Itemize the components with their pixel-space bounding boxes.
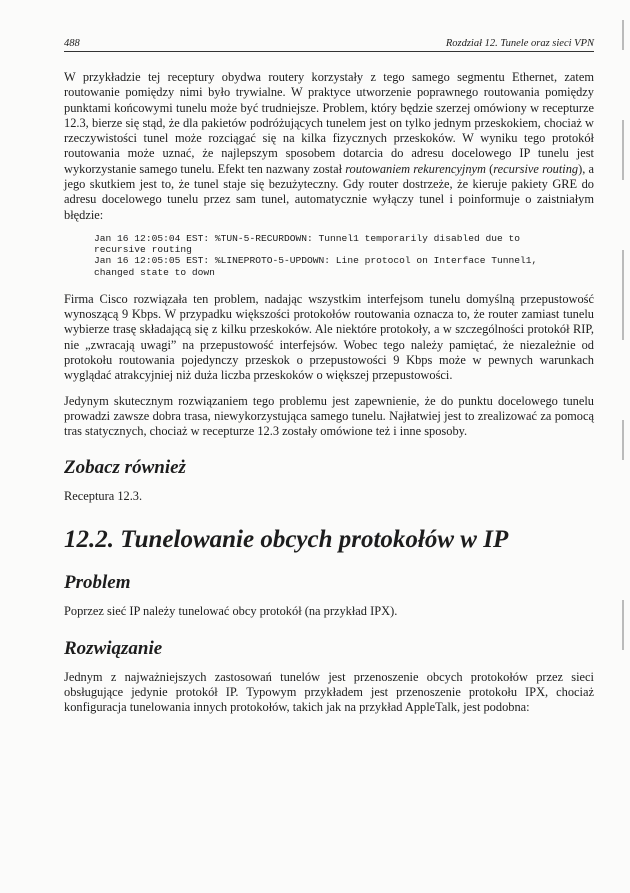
problem-text: Poprzez sieć IP należy tunelować obcy protokół (na przykład IPX). bbox=[64, 604, 398, 619]
paragraph-static-routes: Jedynym skutecznym rozwiązaniem tego problemu jest zapewnienie, że do punktu docelowego tunelu prowadzi zawsze dobra trasa, niewykorzystująca samego tunelu. Najłatwiej jest to zrealizować za pomocą tras statycznych, chociaż w recepturze 12.3 zostały omówione też i inne sposoby. bbox=[64, 393, 594, 439]
paragraph-recursive-routing bbox=[64, 70, 594, 223]
section-title: 12.2. Tunelowanie obcych protokołów w IP bbox=[64, 526, 509, 554]
paragraph-cisco-bandwidth: Firma Cisco rozwiązała ten problem, nadając wszystkim interfejsom tunelu domyślną przepustowość wynoszącą 9 Kbps. W przypadku większości protokołów routowania oznacza to, że router zamiast tunelu wybierze trasę składającą się z kilku przeskoków. Ale niektóre protokoły, a w szczególności protokół RIP, nie „zwracają uwagi” na przepustowość interfejsów. Wobec tego należy pamiętać, że niezależnie od protokołu routowania pojedynczy przeskok o przepustowości 9 Kbps może w pewnych warunkach wyglądać atrakcyjniej niż duża liczba przeskoków o większej przepustowości. bbox=[64, 291, 594, 383]
log-output: Jan 16 12:05:04 EST: %TUN-5-RECURDOWN: Tunnel1 temporarily disabled due to recursive routing Jan 16 12:05:05 EST: %LINEPROTO-5-UPDOWN: Line protocol on Interface Tunnel1, changed state to down bbox=[94, 232, 538, 278]
scan-margin-marks bbox=[616, 0, 624, 893]
page-number: 488 bbox=[64, 38, 80, 49]
text-run: ), a jego skutkiem jest to, że tunel staje się bezużyteczny. Gdy router dostrzeże, że kieruje pakiety GRE do adresu docelowego tunelu przez sam tunel, automatycznie wyłączy tunel i poinformuje o zaistniałym błędzie: bbox=[64, 161, 594, 222]
term-recursive-routing-pl: routowaniem rekurencyjnym bbox=[345, 161, 486, 176]
book-page bbox=[64, 38, 594, 726]
solution-heading: Rozwiązanie bbox=[64, 637, 163, 659]
chapter-title: Rozdział 12. Tunele oraz sieci VPN bbox=[445, 38, 594, 49]
problem-heading: Problem bbox=[64, 572, 131, 594]
text-run: W przykładzie tej receptury obydwa routery korzystały z tego samego segmentu Ethernet, zatem routowanie pomiędzy nimi było trywialne. W praktyce utworzenie poprawnego routowania pomiędzy punktami końcowymi tunelu może być trudniejsze. Problem, który będzie szerzej omówiony w recepturze 12.3, bierze się stąd, że dla pakietów podróżujących tunelem jest on tylko jednym przeskokiem, chociaż w rzeczywistości tunel może rozciągać się na kilka fizycznych przeskoków. W wyniku tego protokół routowania może uznać, że najlepszym sposobem dotarcia do adresu docelowego IP tunelu jest wykorzystanie samego tunelu. Efekt ten nazwany został bbox=[64, 70, 594, 176]
see-also-heading: Zobacz również bbox=[64, 457, 186, 479]
running-header bbox=[64, 38, 594, 52]
see-also-text: Receptura 12.3. bbox=[64, 489, 143, 504]
solution-text: Jednym z najważniejszych zastosowań tunelów jest przenoszenie obcych protokołów przez sieci obsługujące jedynie protokół IP. Typowym przykładem jest przenoszenie protokołu IPX, chociaż konfiguracja tunelowania innych protokołów, takich jak na przykład AppleTalk, jest podobna: bbox=[64, 669, 594, 715]
term-recursive-routing-en: recursive routing bbox=[493, 161, 579, 176]
text-run: ( bbox=[485, 161, 494, 176]
